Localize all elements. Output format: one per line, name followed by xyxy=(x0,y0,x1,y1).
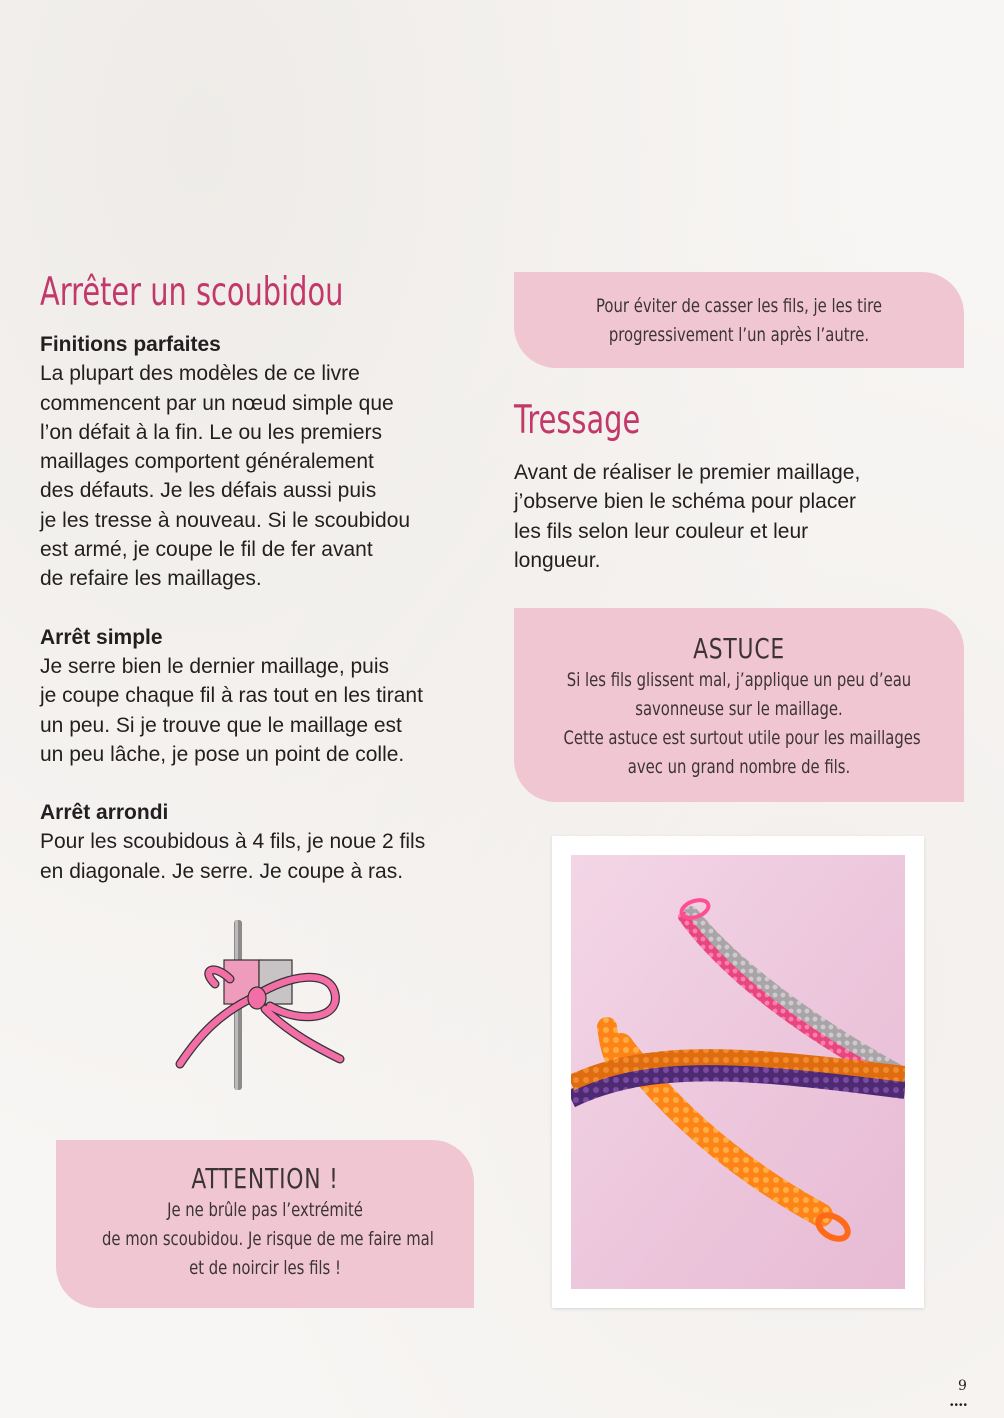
page-dots: •••• xyxy=(950,1400,969,1411)
paragraph-line: les fils selon leur couleur et leur xyxy=(514,519,809,543)
astuce-heading: ASTUCE xyxy=(693,632,785,665)
paragraph-line: maillages comportent généralement xyxy=(40,450,374,474)
paragraph-line: l’on défait à la fin. Le ou les premiers xyxy=(40,420,383,444)
right-column xyxy=(514,458,954,575)
paragraph-line: j’observe bien le schéma pour placer xyxy=(514,490,857,514)
subheading-arret-simple: Arrêt simple xyxy=(40,625,163,649)
subheading-finitions: Finitions parfaites xyxy=(40,333,221,356)
section-title-tressage: Tressage xyxy=(514,398,641,443)
callout-line: Cette astuce est surtout utile pour les maillages xyxy=(563,727,921,749)
astuce-callout xyxy=(514,608,964,802)
paragraph-line: longueur. xyxy=(514,548,601,572)
paragraph-line: en diagonale. Je serre. Je coupe à ras. xyxy=(40,859,404,883)
scoubidou-photo xyxy=(571,855,905,1289)
knot-center xyxy=(248,987,266,1009)
paragraph-line: Je serre bien le dernier maillage, puis xyxy=(40,654,390,678)
callout-line: Pour éviter de casser les fils, je les tire xyxy=(596,295,882,317)
callout-line: avec un grand nombre de fils. xyxy=(627,756,851,778)
callout-line: et de noircir les fils ! xyxy=(189,1257,341,1279)
attention-callout xyxy=(56,1140,474,1308)
paragraph-line: un peu. Si je trouve que le maillage est xyxy=(40,713,402,737)
section-title-arreter: Arrêter un scoubidou xyxy=(40,270,344,315)
paragraph-line: des défauts. Je les défais aussi puis xyxy=(40,479,377,503)
photo-frame xyxy=(552,836,924,1308)
callout-line: Je ne brûle pas l’extrémité xyxy=(167,1199,363,1221)
tip-callout xyxy=(514,272,964,368)
callout-line: savonneuse sur le maillage. xyxy=(635,698,843,720)
paragraph-line: je coupe chaque fil à ras tout en les tirant xyxy=(40,684,423,708)
attention-heading: ATTENTION ! xyxy=(191,1162,339,1195)
knot-diagram-illustration xyxy=(160,914,350,1094)
paragraph-line: je les tresse à nouveau. Si le scoubidou xyxy=(40,508,411,532)
subheading-arret-arrondi: Arrêt arrondi xyxy=(40,801,169,825)
page-number: 9 xyxy=(958,1378,967,1394)
callout-line: de mon scoubidou. Je risque de me faire mal xyxy=(101,1228,434,1250)
paragraph-line: Avant de réaliser le premier maillage, xyxy=(514,461,861,484)
paragraph-line: La plupart des modèles de ce livre xyxy=(40,362,360,386)
paragraph-line: commencent par un nœud simple que xyxy=(40,391,394,415)
paragraph-line: est armé, je coupe le fil de fer avant xyxy=(40,538,373,562)
paragraph-line: Pour les scoubidous à 4 fils, je noue 2 fils xyxy=(40,830,426,854)
paragraph-line: de refaire les maillages. xyxy=(40,567,262,591)
callout-line: Si les fils glissent mal, j’applique un peu d’eau xyxy=(566,669,912,691)
paragraph-line: un peu lâche, je pose un point de colle. xyxy=(40,742,405,766)
left-column xyxy=(40,330,480,886)
callout-line: progressivement l’un après l’autre. xyxy=(608,324,870,346)
